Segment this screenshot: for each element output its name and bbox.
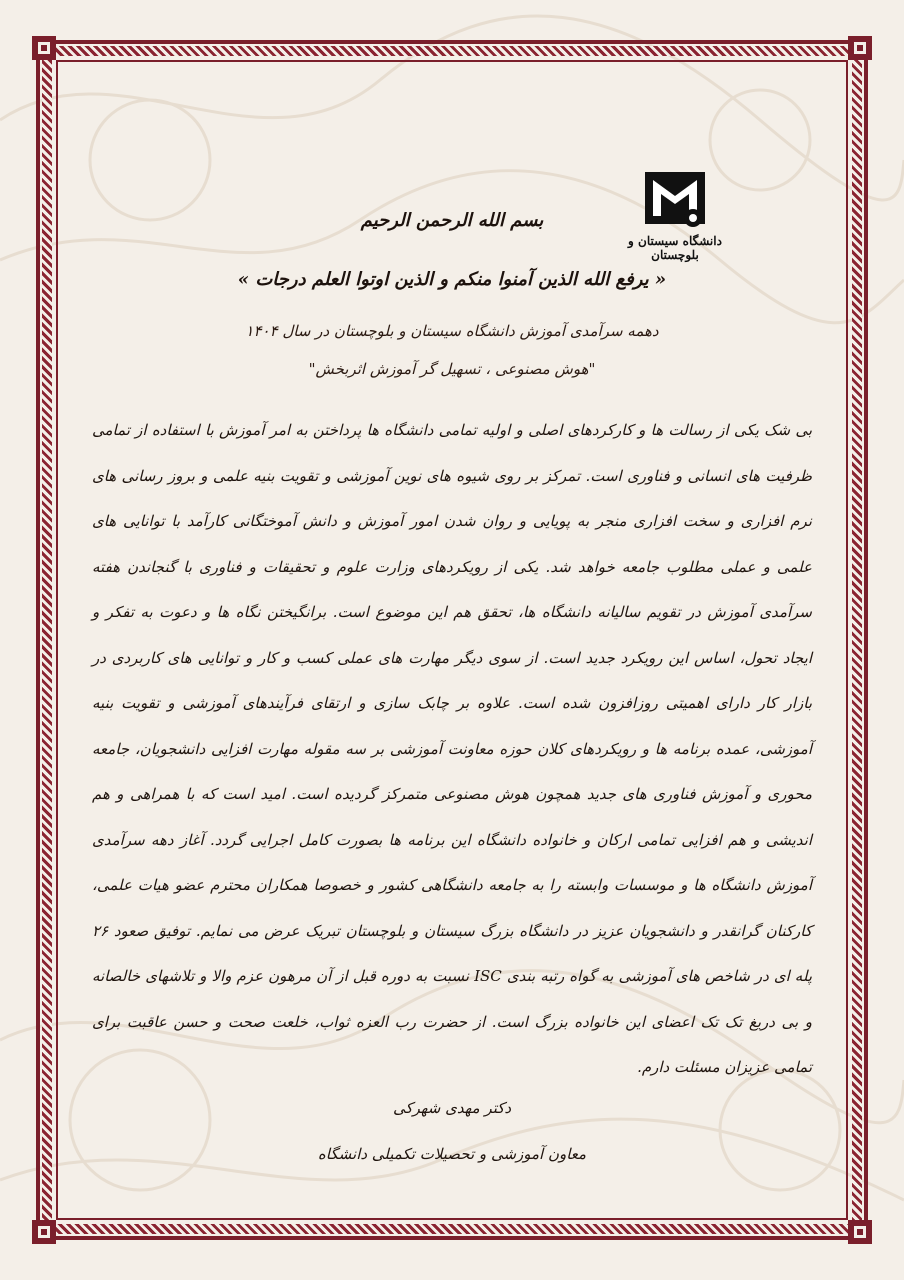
- corner-ornament-icon: [846, 34, 874, 62]
- corner-ornament-icon: [30, 34, 58, 62]
- corner-ornament-icon: [30, 1218, 58, 1246]
- corner-ornament-icon: [846, 1218, 874, 1246]
- bismillah-heading: بسم الله الرحمن الرحیم: [360, 210, 544, 231]
- university-name: دانشگاه سیستان و بلوچستان: [628, 234, 722, 262]
- letter-slogan: "هوش مصنوعی ، تسهیل گر آموزش اثربخش": [308, 360, 596, 378]
- signatory-title: معاون آموزشی و تحصیلات تکمیلی دانشگاه: [317, 1144, 587, 1163]
- letter-body: بی شک یکی از رسالت ها و کارکردهای اصلی و اولیه تمامی دانشگاه ها پرداختن به امر آموزش با استفاده از تمامی ظرفیت های انسانی و فناوری است. تمرکز بر روی شیوه های نوین آموزشی و تقویت بنیه علمی و بروز رسانی های نرم افزاری و سخت افزاری منجر به پویایی و روان شدن امور آموزش و دانش آموختگانی کارآمد با توانایی های علمی و عملی مطلوب جامعه خواهد شد. یکی از رویکردهای وزارت علوم و تحقیقات و فناوری با گنجاندن هفته سرآمدی آموزش در تقویم سالیانه دانشگاه ها، تحقق هم این موضوع است. برانگیختن نگاه ها و دعوت به تفکر و ایجاد تحول، اساس این رویکرد جدید است. از سوی دیگر مهارت های عملی کسب و کار و توانایی های کاربردی در بازار کار دارای اهمیتی روزافزون شده است. علاوه بر چابک سازی و ارتقای فرآیندهای آموزشی و تقویت بنیه آموزشی، عمده برنامه ها و رویکردهای کلان حوزه معاونت آموزشی بر سه مقوله مهارت افزایی دانشجویان، جامعه محوری و آموزش فناوری های جدید همچون هوش مصنوعی متمرکز گردیده است. امید است که با همراهی و هم اندیشی و هم افزایی تمامی ارکان و خانواده دانشگاه این برنامه ها بصورت کامل اجرایی گردد. آغاز دهه سرآمدی آموزش دانشگاه ها و موسسات وابسته را به جامعه دانشگاهی کشور و خصوصا همکاران محترم عضو هیات علمی، کارکنان گرانقدر و دانشجویان عزیز در دانشگاه بزرگ سیستان و بلوچستان تبریک عرض می نمایم. توفیق صعود ۲۶ پله ای در شاخص های آموزشی به گواه رتبه بندی ISC نسبت به دوره قبل از آن مرهون عزم والا و تلاشهای خالصانه و بی دریغ تک تک اعضای این خانواده بزرگ است. از حضرت رب العزه ثواب، خلعت صحت و حسن عاقبت برای تمامی عزیزان مسئلت دارم.: [92, 421, 812, 1076]
- letter-content: [84, 200, 820, 1163]
- signature-block: [84, 1099, 820, 1163]
- signatory-name: دکتر مهدی شهرکی: [392, 1098, 512, 1117]
- quran-verse: « یرفع الله الذین آمنوا منکم و الذین اوتوا العلم درجات »: [237, 269, 667, 290]
- letter-subtitle: دهمه سرآمدی آموزش دانشگاه سیستان و بلوچستان در سال ۱۴۰۴: [245, 322, 659, 340]
